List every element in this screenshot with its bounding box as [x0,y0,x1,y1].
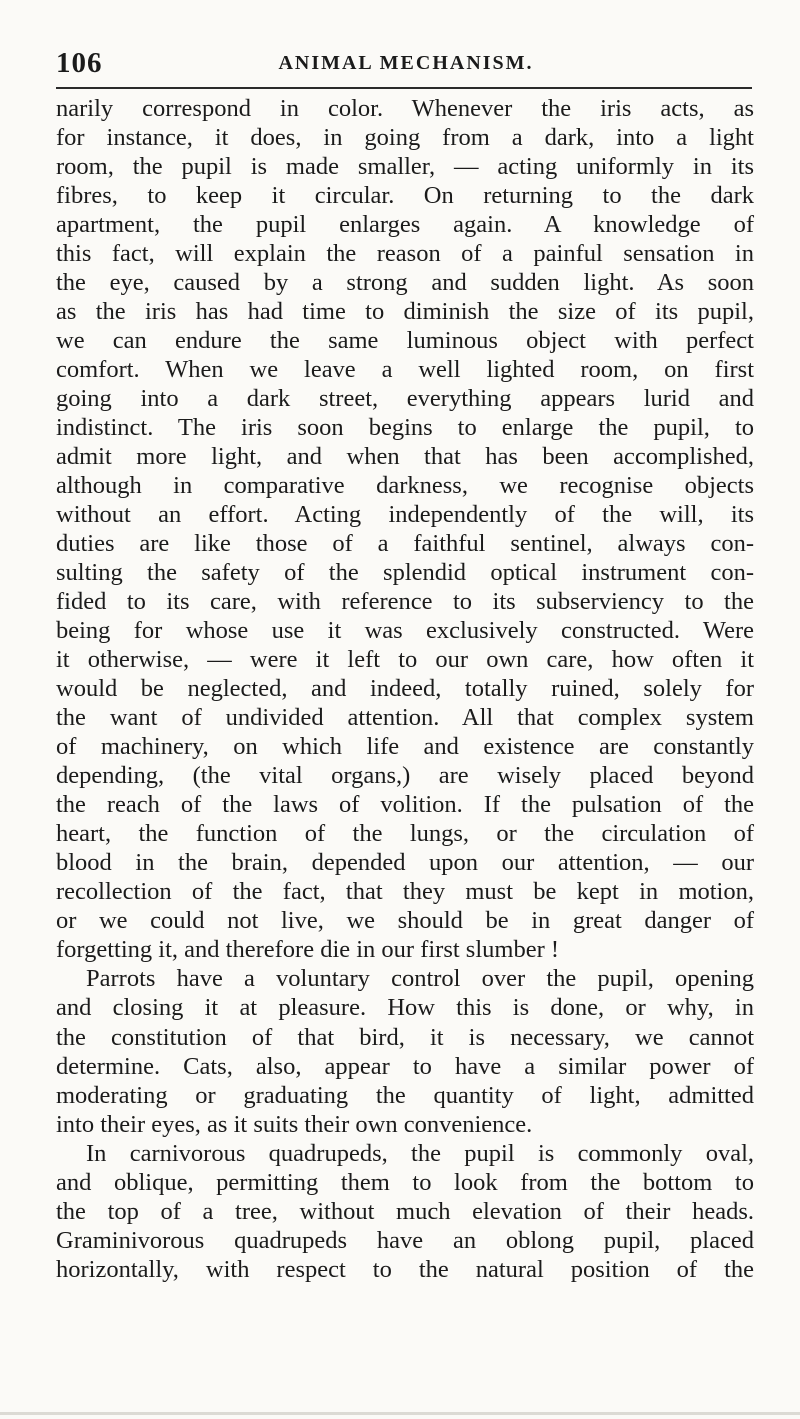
text-line: and closing it at pleasure. How this is done, or why, in [56,994,754,1022]
text-line: without an effort. Acting independently of the will, its [56,501,754,529]
text-line: comfort. When we leave a well lighted room, on first [56,356,754,384]
page-header [56,46,756,80]
text-line: the top of a tree, without much elevation of their heads. [56,1197,754,1225]
text-line: we can endure the same luminous object with perfect [56,327,754,355]
text-line: this fact, will explain the reason of a painful sensation in [56,240,754,268]
text-line: indistinct. The iris soon begins to enlarge the pupil, to [56,414,754,442]
text-line: sulting the safety of the splendid optical instrument con- [56,559,754,587]
body-text [56,94,754,1284]
text-line: In carnivorous quadrupeds, the pupil is commonly oval, [86,1139,754,1167]
text-line: depending, (the vital organs,) are wisely placed beyond [56,762,754,790]
text-line: fided to its care, with reference to its subserviency to the [56,588,754,616]
header-rule [56,87,752,89]
text-line: recollection of the fact, that they must be kept in motion, [56,878,754,906]
text-line: being for whose use it was exclusively constructed. Were [56,617,754,645]
text-line: blood in the brain, depended upon our attention, — our [56,849,754,877]
text-line: of machinery, on which life and existence are constantly [56,733,754,761]
text-line: it otherwise, — were it left to our own care, how often it [56,646,754,674]
text-line: into their eyes, as it suits their own convenience. [56,1110,533,1138]
page-number: 106 [56,47,103,79]
text-line: apartment, the pupil enlarges again. A knowledge of [56,211,754,239]
page-bottom-edge [0,1412,800,1415]
text-line: heart, the function of the lungs, or the circulation of [56,820,754,848]
text-line: horizontally, with respect to the natural position of the [56,1255,754,1283]
text-line: the eye, caused by a strong and sudden light. As soon [56,269,754,297]
text-line: fibres, to keep it circular. On returning to the dark [56,182,754,210]
text-line: admit more light, and when that has been accomplished, [56,443,754,471]
text-line: determine. Cats, also, appear to have a similar power of [56,1052,754,1080]
running-head: ANIMAL MECHANISM. [278,52,534,74]
text-line: and oblique, permitting them to look from the bottom to [56,1168,754,1196]
text-line: or we could not live, we should be in great danger of [56,907,754,935]
text-line: although in comparative darkness, we recognise objects [56,472,754,500]
text-line: as the iris has had time to diminish the size of its pupil, [56,298,754,326]
text-line: duties are like those of a faithful sentinel, always con- [56,530,754,558]
text-line: moderating or graduating the quantity of light, admitted [56,1081,754,1109]
text-line: forgetting it, and therefore die in our first slumber ! [56,936,560,964]
text-line: Parrots have a voluntary control over the pupil, opening [86,965,754,993]
text-line: the constitution of that bird, it is necessary, we cannot [56,1023,754,1051]
text-line: going into a dark street, everything appears lurid and [56,385,754,413]
text-line: for instance, it does, in going from a dark, into a light [56,124,754,152]
text-line: the reach of the laws of volition. If the pulsation of the [56,791,754,819]
text-line: narily correspond in color. Whenever the iris acts, as [56,95,754,122]
text-line: the want of undivided attention. All that complex system [56,704,754,732]
text-line: room, the pupil is made smaller, — acting uniformly in its [56,153,754,181]
text-line: would be neglected, and indeed, totally ruined, solely for [56,675,754,703]
text-line: Graminivorous quadrupeds have an oblong pupil, placed [56,1226,754,1254]
